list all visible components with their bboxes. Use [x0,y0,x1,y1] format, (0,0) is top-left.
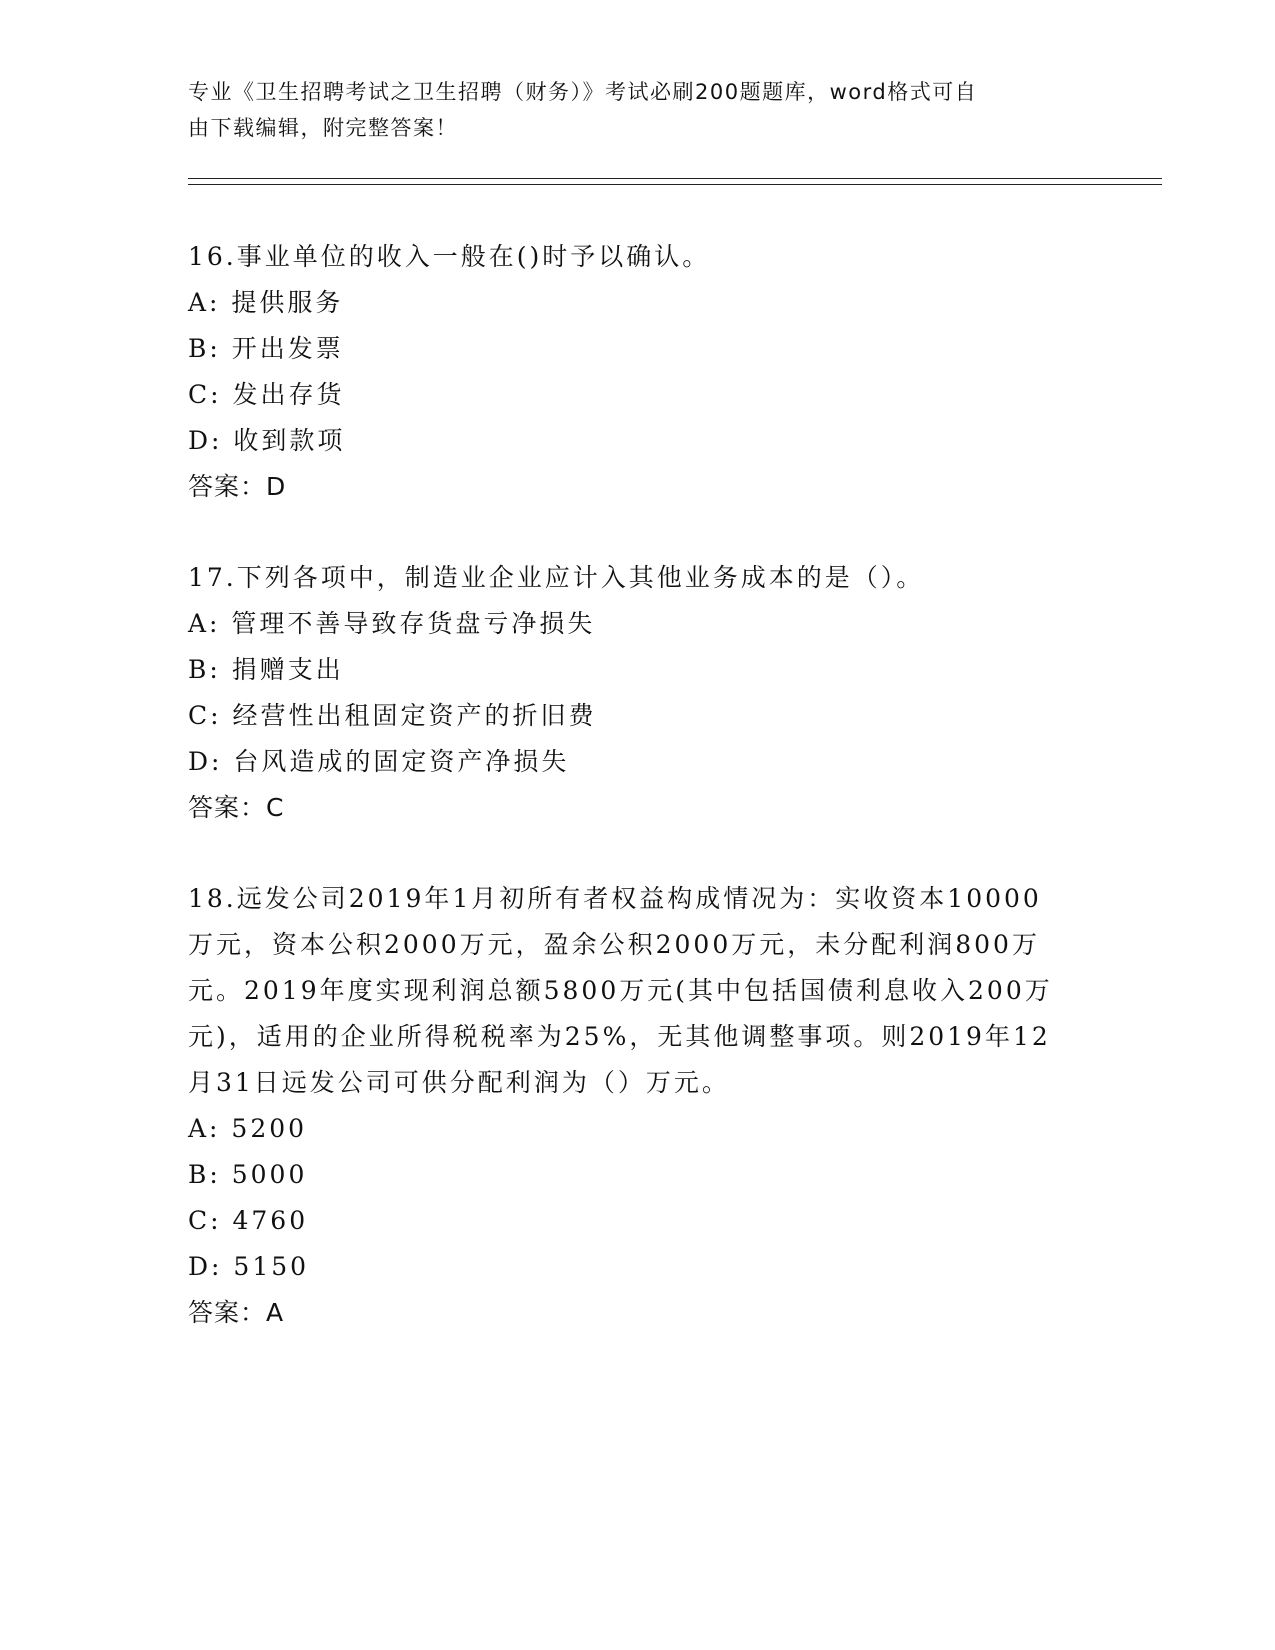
question-text-line-3: 元。2019年度实现利润总额5800万元(其中包括国债利息收入200万 [188,976,1053,1005]
option-a: A: 管理不善导致存货盘亏净损失 [188,609,596,638]
answer: 答案：D [188,472,287,501]
option-c: C: 发出存货 [188,380,345,409]
question-text: 16.事业单位的收入一般在()时予以确认。 [188,242,711,271]
header-divider-top [188,178,1162,179]
question-18 [188,876,1088,1336]
option-d: D: 台风造成的固定资产净损失 [188,747,570,776]
question-17 [188,555,1088,831]
question-16 [188,234,1088,510]
option-b: B: 开出发票 [188,334,344,363]
document-header [188,74,1088,146]
header-line-1: 专业《卫生招聘考试之卫生招聘（财务）》考试必刷200题题库，word格式可自 [188,80,978,104]
option-d: D: 5150 [188,1252,310,1281]
option-d: D: 收到款项 [188,426,346,455]
question-text: 17.下列各项中，制造业企业应计入其他业务成本的是（）。 [188,563,925,592]
option-c: C: 4760 [188,1206,309,1235]
option-b: B: 捐赠支出 [188,655,344,684]
question-text-line-4: 元)，适用的企业所得税税率为25%，无其他调整事项。则2019年12 [188,1022,1051,1051]
option-a: A: 提供服务 [188,288,344,317]
question-text-line-1: 18.远发公司2019年1月初所有者权益构成情况为：实收资本10000 [188,884,1042,913]
answer: 答案：C [188,793,285,822]
option-c: C: 经营性出租固定资产的折旧费 [188,701,597,730]
header-divider-bottom [188,184,1162,185]
question-text-line-2: 万元，资本公积2000万元，盈余公积2000万元，未分配利润800万 [188,930,1040,959]
header-line-2: 由下载编辑，附完整答案！ [188,116,458,140]
option-b: B: 5000 [188,1160,308,1189]
answer: 答案：A [188,1298,285,1327]
question-text-line-5: 月31日远发公司可供分配利润为（）万元。 [188,1068,730,1097]
option-a: A: 5200 [188,1114,308,1143]
